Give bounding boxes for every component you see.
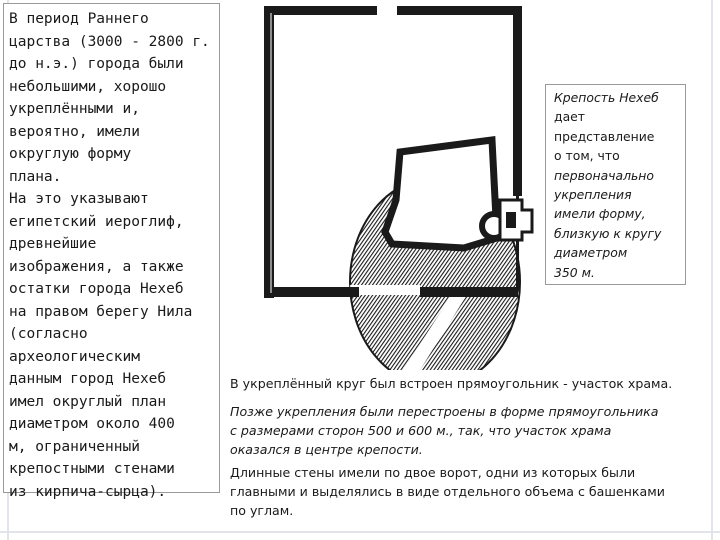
caption-block: [554, 88, 684, 282]
left-text-line: древнейшие: [9, 236, 97, 252]
left-text-line: плана.: [9, 168, 62, 185]
paragraph-line: главными и выделялись в виде отдельного объема с башенками: [230, 484, 665, 499]
left-text-line: на правом берегу Нила: [9, 303, 193, 320]
paragraph-line: Длинные стены имели по двое ворот, одни из которых были: [230, 465, 636, 480]
caption-line: дает: [554, 109, 586, 125]
caption-line: о том, что: [554, 148, 620, 164]
caption-line: первоначально: [554, 167, 654, 183]
paragraph-line: по углам.: [230, 503, 294, 518]
caption-line: представление: [554, 128, 655, 144]
left-text-line: небольшими, хорошо: [9, 78, 167, 95]
left-text-line: округлую форму: [9, 146, 132, 162]
paragraph-line: В укреплённый круг был встроен прямоугольник - участок храма.: [230, 376, 673, 391]
left-text-line: На это указывают: [9, 191, 149, 207]
fortress-plan-drawing: [255, 0, 540, 370]
paragraph-line: Позже укрепления были перестроены в форме прямоугольника: [230, 404, 659, 419]
caption-line: диаметром: [554, 245, 628, 261]
left-text-line: укреплёнными и,: [9, 101, 140, 117]
caption-line: 350 м.: [554, 264, 595, 280]
left-text-block: [9, 8, 224, 503]
paragraph-2: [230, 402, 659, 459]
left-text-line: данным город Нехеб: [9, 371, 167, 387]
caption-line: близкую к кругу: [554, 225, 662, 241]
left-text-line: до н.э.) города были: [9, 56, 184, 72]
left-text-line: остатки города Нехеб: [9, 281, 184, 297]
left-text-line: имел округлый план: [9, 393, 167, 410]
slide-frame-right: [711, 0, 720, 540]
left-text-line: египетский иероглиф,: [9, 213, 184, 230]
caption-line: Крепость Нехеб: [554, 90, 659, 105]
left-text-line: царства (3000 - 2800 г.: [9, 33, 210, 50]
caption-line: укрепления: [554, 187, 632, 203]
left-text-line: В период Раннего: [9, 11, 149, 27]
left-text-line: археологическим: [9, 348, 140, 365]
left-text-line: диаметром около 400: [9, 416, 175, 432]
left-text-line: м, ограниченный: [9, 438, 140, 455]
paragraph-line: оказался в центре крепости.: [230, 442, 423, 457]
left-text-line: из кирпича-сырца).: [9, 483, 167, 500]
left-text-line: изображения, а также: [9, 258, 184, 275]
left-text-line: крепостными стенами: [9, 461, 175, 477]
paragraph-1: [230, 374, 672, 393]
slide-frame-bottom: [0, 531, 720, 540]
left-text-line: вероятно, имели: [9, 123, 140, 140]
paragraph-3: [230, 463, 665, 520]
caption-line: имели форму,: [554, 206, 646, 222]
left-text-line: (согласно: [9, 326, 88, 342]
paragraph-line: с размерами сторон 500 и 600 м., так, что участок храма: [230, 423, 612, 438]
